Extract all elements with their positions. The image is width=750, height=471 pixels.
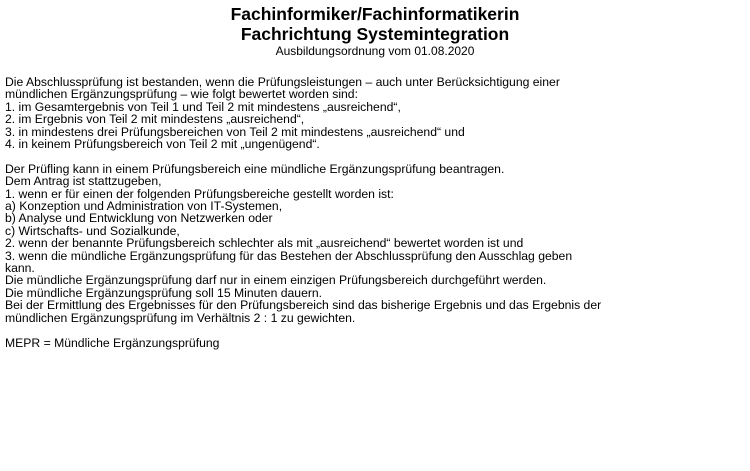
list-item: 3. in mindestens drei Prüfungsbereichen von Teil 2 mit mindestens „ausreichend“ und [5,124,465,139]
list-item: 2. im Ergebnis von Teil 2 mit mindestens „ausreichend“, [5,112,305,127]
document-subtitle: Ausbildungsordnung vom 01.08.2020 [275,44,475,58]
list-item: b) Analyse und Entwicklung von Netzwerken oder [5,211,273,226]
list-item: 3. wenn die mündliche Ergänzungsprüfung für das Bestehen der Abschlussprüfung den Ausschlag geben [5,248,573,263]
paragraph-gap [5,324,747,336]
paragraph-line: mündlichen Ergänzungsprüfung – wie folgt bewertet worden sind: [5,87,358,102]
list-item-continuation: kann. [5,261,35,276]
passing-conditions-section [5,76,747,150]
list-item: 4. in keinem Prüfungsbereich von Teil 2 mit „ungenügend“. [5,137,320,152]
paragraph-line: Die mündliche Ergänzungsprüfung darf nur in einem einzigen Prüfungsbereich durchgeführt werden. [5,273,547,288]
list-item: 1. wenn er für einen der folgenden Prüfungsbereiche gestellt worden ist: [5,186,394,201]
list-item: 1. im Gesamtergebnis von Teil 1 und Teil 2 mit mindestens „ausreichend“, [5,99,401,114]
paragraph-gap [5,150,747,162]
abbreviation-footnote: MEPR = Mündliche Ergänzungsprüfung [5,335,220,350]
paragraph-line: Die mündliche Ergänzungsprüfung soll 15 Minuten dauern. [5,285,323,300]
paragraph-line: Die Abschlussprüfung ist bestanden, wenn die Prüfungsleistungen – auch unter Berücksichtigung einer [5,75,560,89]
list-item: 2. wenn der benannte Prüfungsbereich schlechter als mit „ausreichend“ bewertet worden ist und [5,236,524,251]
list-item: a) Konzeption und Administration von IT-Systemen, [5,199,283,214]
paragraph-line: mündlichen Ergänzungsprüfung im Verhältnis 2 : 1 zu gewichten. [5,310,356,325]
document-title-line2: Fachrichtung Systemintegration [240,24,510,44]
document-body [5,76,747,349]
document-header [0,0,750,58]
paragraph-line: Dem Antrag ist stattzugeben, [5,174,162,189]
paragraph-line: Der Prüfling kann in einem Prüfungsbereich eine mündliche Ergänzungsprüfung beantragen. [5,161,505,176]
document-title-line1: Fachinformiker/Fachinformatikerin [230,4,520,24]
oral-exam-section [5,163,747,324]
paragraph-line: Bei der Ermittlung des Ergebnisses für den Prüfungsbereich sind das bisherige Ergebnis und das Ergebnis der [5,298,602,313]
list-item: c) Wirtschafts- und Sozialkunde, [5,223,180,238]
